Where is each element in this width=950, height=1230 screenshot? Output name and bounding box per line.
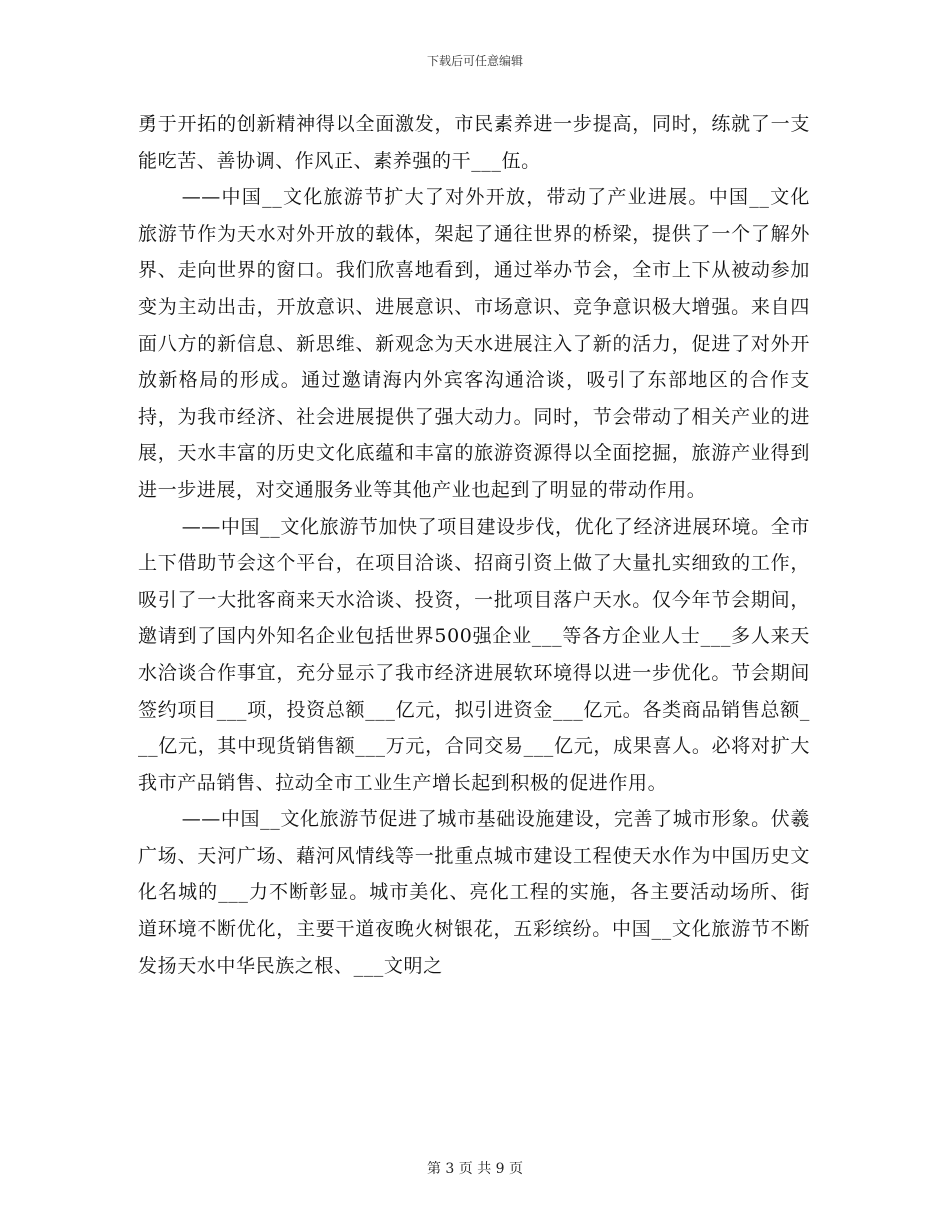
page-header-note: 下载后可任意编辑 <box>426 54 523 68</box>
document-body <box>138 106 810 984</box>
paragraph-opening-up: ——中国__文化旅游节扩大了对外开放，带动了产业进展。中国__文化旅游节作为天水对外开放的载体，架起了通往世界的桥梁，提供了一个了解外界、走向世界的窗口。我们欣喜地看到，通过举办节会，全市上下从被动参加变为主动出击，开放意识、进展意识、市场意识、竞争意识极大增强。来自四面八方的新信息、新思维、新观念为天水进展注入了新的活力，促进了对外开放新格局的形成。通过邀请海内外宾客沟通洽谈，吸引了东部地区的合作支持，为我市经济、社会进展提供了强大动力。同时，节会带动了相关产业的进展，天水丰富的历史文化底蕴和丰富的旅游资源得以全面挖掘，旅游产业得到进一步进展，对交通服务业等其他产业也起到了明显的带动作用。 <box>138 186 810 501</box>
paragraph-project-construction: ——中国__文化旅游节加快了项目建设步伐，优化了经济进展环境。全市上下借助节会这个平台，在项目洽谈、招商引资上做了大量扎实细致的工作，吸引了一大批客商来天水洽谈、投资，一批项目落户天水。仅今年节会期间，邀请到了国内外知名企业包括世界500强企业___等各方企业人士___多人来天水洽谈合作事宜，充分显示了我市经济进展软环境得以进一步优化。节会期间签约项目___项，投资总额___亿元，拟引进资金___亿元。各类商品销售总额___亿元，其中现货销售额___万元，合同交易___亿元，成果喜人。必将对扩大我市产品销售、拉动全市工业生产增长起到积极的促进作用。 <box>138 515 810 794</box>
paragraph-city-infrastructure: ——中国__文化旅游节促进了城市基础设施建设，完善了城市形象。伏羲广场、天河广场、藉河风情线等一批重点城市建设工程使天水作为中国历史文化名城的___力不断彰显。城市美化、亮化工程的实施，各主要活动场所、街道环境不断优化，主要干道夜晚火树银花，五彩缤纷。中国__文化旅游节不断发扬天水中华民族之根、___文明之 <box>138 808 810 977</box>
page-number: 第 3 页 共 9 页 <box>426 1161 524 1177</box>
paragraph-continuation: 勇于开拓的创新精神得以全面激发，市民素养进一步提高，同时，练就了一支能吃苦、善协调、作风正、素养强的干___伍。 <box>138 113 810 172</box>
